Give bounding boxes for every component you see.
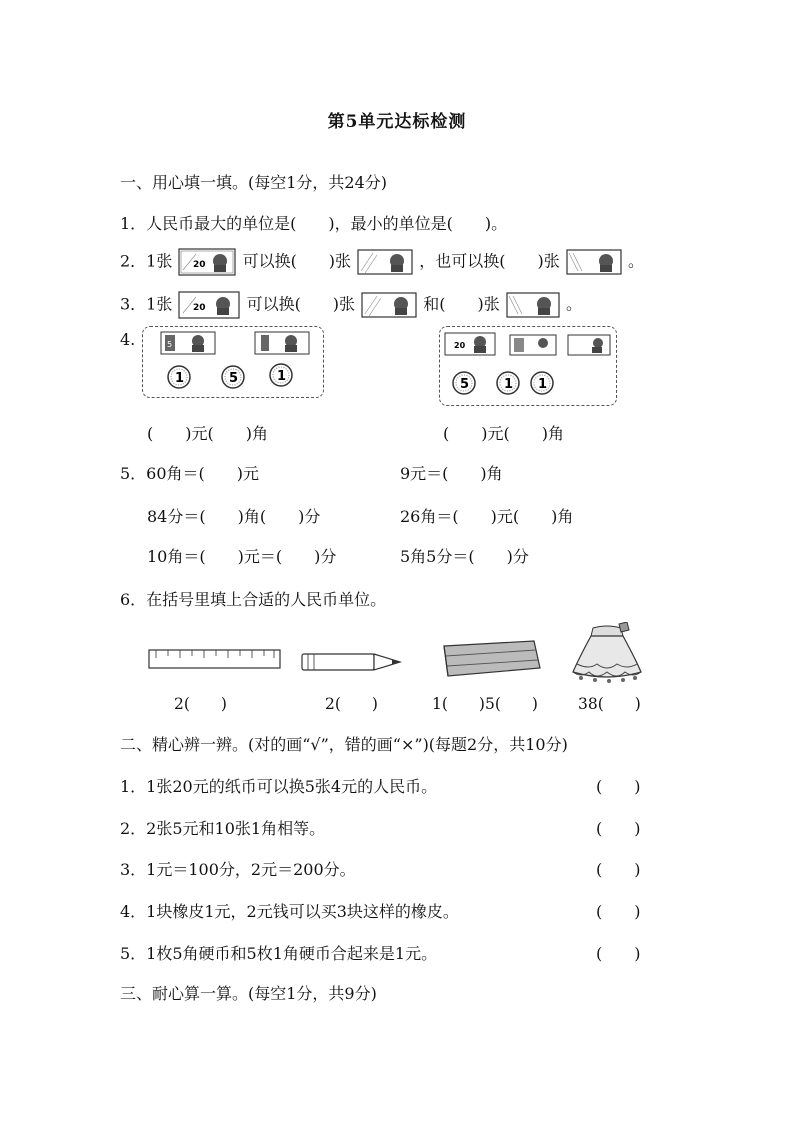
pencil-icon xyxy=(300,651,405,673)
section-one-heading: 一、用心填一填。(每空1分，共24分) xyxy=(120,173,388,192)
judge-answer-3[interactable]: ( ) xyxy=(596,860,641,879)
judge-answer-1[interactable]: ( ) xyxy=(596,777,641,796)
coin-1-yuan-icon xyxy=(497,372,519,394)
q5-row1-right: 9元＝( )角 xyxy=(400,464,503,483)
q5-row3-right: 5角5分＝( )分 xyxy=(400,547,529,566)
question-2 xyxy=(120,248,644,276)
q5-row3-left: 10角＝( )元＝( )分 xyxy=(147,547,337,566)
q3-text-d: 。 xyxy=(565,294,582,314)
coin-value: 1 xyxy=(175,371,185,386)
q5-row2-right: 26角＝( )元( )角 xyxy=(400,507,574,526)
coin-1-jiao-icon xyxy=(531,372,553,394)
q4-left-money-group xyxy=(143,327,323,397)
ruler-price: 2( ) xyxy=(174,695,227,713)
q2-text-d: 。 xyxy=(627,251,644,271)
coin-value: 1 xyxy=(504,377,514,392)
q4-left-money-box xyxy=(142,326,324,398)
section-two-heading: 二、精心辨一辨。(对的画“√”，错的画“×”)(每题2分，共10分) xyxy=(120,735,568,754)
judge-item-2: 2．2张5元和10张1角相等。 xyxy=(120,819,326,838)
banknote-20-icon xyxy=(445,333,495,355)
judge-item-5: 5．1枚5角硬币和5枚1角硬币合起来是1元。 xyxy=(120,944,438,963)
pencil-price: 2( ) xyxy=(325,695,378,713)
q2-text-a: 2．1张 xyxy=(120,251,173,271)
svg-text:20: 20 xyxy=(193,260,206,270)
banknote-5-icon xyxy=(566,249,622,275)
q2-text-b: 可以换( )张 xyxy=(242,251,352,271)
question-4-number: 4. xyxy=(120,330,136,349)
judge-item-1: 1．1张20元的纸币可以换5张4元的人民币。 xyxy=(120,777,438,796)
judge-answer-2[interactable]: ( ) xyxy=(596,819,641,838)
coin-value: 1 xyxy=(538,377,548,392)
section-three-heading: 三、耐心算一算。(每空1分，共9分) xyxy=(120,984,377,1003)
judge-answer-5[interactable]: ( ) xyxy=(596,944,641,963)
q5-row1-left: 5．60角＝( )元 xyxy=(120,464,260,483)
judge-item-4: 4．1块橡皮1元，2元钱可以买3块这样的橡皮。 xyxy=(120,902,459,921)
skirt-icon xyxy=(571,622,643,684)
coin-1-yuan-icon xyxy=(168,366,190,388)
q2-text-c: ，也可以换( )张 xyxy=(419,251,560,271)
q4-right-money-box xyxy=(439,326,617,406)
banknote-1-icon xyxy=(255,332,309,354)
question-1: 1．人民币最大的单位是( )，最小的单位是( )。 xyxy=(120,214,508,233)
banknote-10-icon xyxy=(357,249,413,275)
q4-right-money-group xyxy=(440,327,616,405)
question-6: 6．在括号里填上合适的人民币单位。 xyxy=(120,590,387,609)
eraser-icon xyxy=(440,638,544,680)
q5-row2-left: 84分＝( )角( )分 xyxy=(147,507,321,526)
svg-text:20: 20 xyxy=(193,303,206,313)
page-title: 第5单元达标检测 xyxy=(327,112,467,132)
q3-text-a: 3．1张 xyxy=(120,294,173,314)
q4-right-answer: ( )元( )角 xyxy=(443,424,564,443)
q4-right-bill-1-value: 20 xyxy=(454,341,466,350)
judge-item-3: 3．1元＝100分，2元＝200分。 xyxy=(120,860,356,879)
banknote-10-icon xyxy=(361,292,417,318)
q4-left-answer: ( )元( )角 xyxy=(147,424,268,443)
banknote-20-icon xyxy=(178,248,236,276)
banknote-5-icon xyxy=(161,332,215,354)
coin-value: 5 xyxy=(229,371,239,386)
coin-1-jiao-icon xyxy=(270,364,292,386)
question-3 xyxy=(120,291,582,319)
banknote-5-icon xyxy=(506,292,560,318)
banknote-20-icon xyxy=(178,291,240,319)
coin-5-jiao-icon xyxy=(453,372,475,394)
coin-value: 1 xyxy=(277,369,287,384)
banknote-5-jiao-icon xyxy=(510,335,556,355)
q3-text-b: 可以换( )张 xyxy=(246,294,356,314)
q4-left-bill-1-value: 5 xyxy=(167,340,173,349)
coin-5-jiao-icon xyxy=(222,366,244,388)
skirt-price: 38( ) xyxy=(578,695,641,713)
coin-value: 5 xyxy=(460,377,470,392)
q3-text-c: 和( )张 xyxy=(423,294,500,314)
eraser-price: 1( )5( ) xyxy=(432,695,538,713)
banknote-1-jiao-icon xyxy=(568,335,610,355)
ruler-icon xyxy=(148,648,282,672)
judge-answer-4[interactable]: ( ) xyxy=(596,902,641,921)
